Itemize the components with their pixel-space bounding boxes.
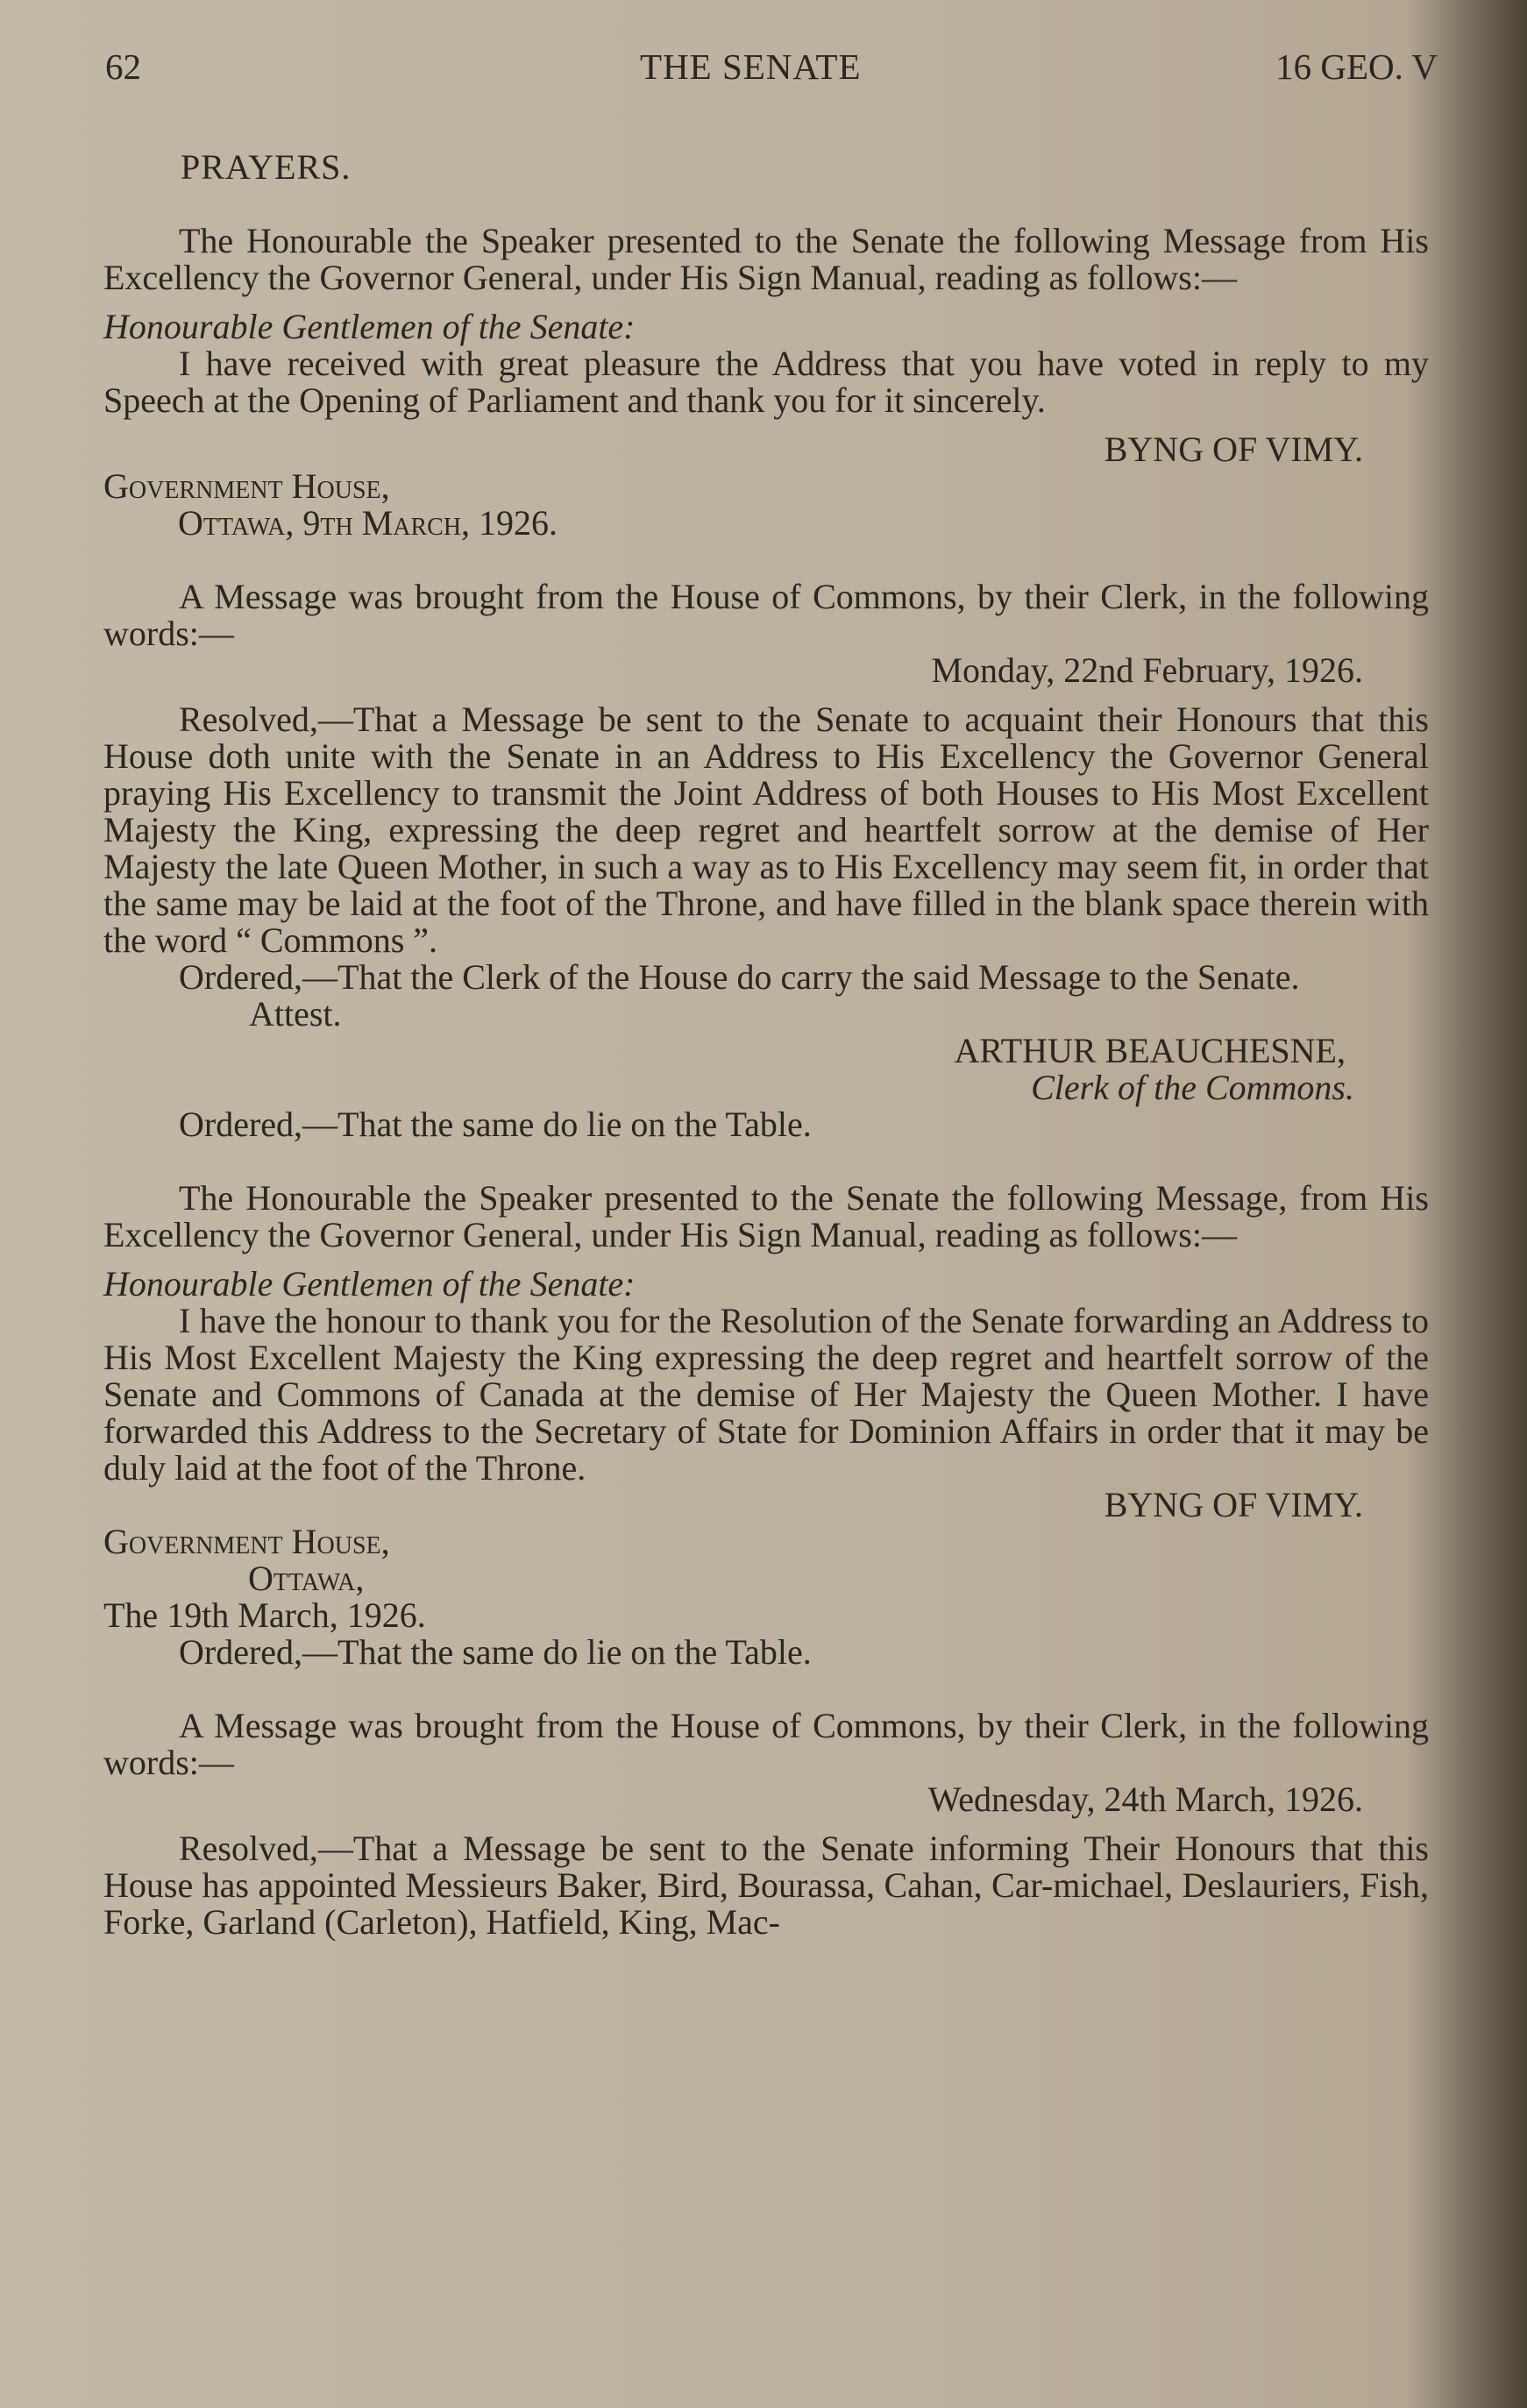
message-3-address-line-3: The 19th March, 1926.: [103, 1595, 426, 1635]
message-2-intro: A Message was brought from the House of Commons, by their Clerk, in the following words:—: [103, 577, 1429, 653]
page-body: [103, 149, 1429, 1941]
message-1-address-line-2: Ottawa, 9th March, 1926.: [178, 503, 558, 543]
message-3-address-line-1: Government House,: [103, 1522, 390, 1561]
message-4-intro: A Message was brought from the House of Commons, by their Clerk, in the following words:—: [103, 1706, 1429, 1782]
page-number: 62: [105, 46, 141, 87]
message-3-text: I have the honour to thank you for the Resolution of the Senate forwarding an Address to His Most Excellent Majesty the King expressing the deep regret and heartfelt sorrow of the Senate and Commons of Canada at the demise of Her Majesty the Queen Mother. I have forwarded this Address to the Secretary of State for Dominion Affairs in order that it may be duly laid at the foot of the Throne.: [103, 1301, 1429, 1488]
message-3-address-line-2: Ottawa,: [248, 1559, 365, 1598]
message-1-signature: BYNG OF VIMY.: [1104, 430, 1363, 469]
message-3-order: Ordered,—That the same do lie on the Table.: [179, 1632, 812, 1672]
message-2-order-1: Ordered,—That the Clerk of the House do carry the said Message to the Senate.: [179, 957, 1300, 997]
message-2-date: Monday, 22nd February, 1926.: [931, 650, 1363, 690]
message-4-resolution: Resolved,—That a Message be sent to the Senate informing Their Honours that this House has appointed Messieurs Baker, Bird, Bourassa, Cahan, Car-michael, Deslauriers, Fish, Forke, Garland (Carleton), Hatfield, King, Mac-: [103, 1829, 1429, 1942]
page-header: [105, 46, 1438, 89]
message-1-salutation: Honourable Gentlemen of the Senate:: [103, 307, 636, 346]
message-4-date: Wednesday, 24th March, 1926.: [927, 1779, 1363, 1819]
message-3-intro: The Honourable the Speaker presented to the Senate the following Message, from His Excellency the Governor General, under His Sign Manual, reading as follows:—: [103, 1178, 1429, 1254]
message-2-order-2: Ordered,—That the same do lie on the Table.: [179, 1105, 812, 1144]
clerk-title: Clerk of the Commons.: [1031, 1068, 1354, 1107]
running-title: THE SENATE: [640, 46, 862, 87]
clerk-name: ARTHUR BEAUCHESNE,: [954, 1031, 1346, 1070]
prayers-heading: PRAYERS.: [181, 147, 352, 187]
message-1-text: I have received with great pleasure the Address that you have voted in reply to my Speech at the Opening of Parliament and thank you for it sincerely.: [103, 344, 1429, 420]
message-3-salutation: Honourable Gentlemen of the Senate:: [103, 1264, 636, 1303]
message-1-address-line-1: Government House,: [103, 466, 390, 506]
message-2-attest: Attest.: [249, 994, 342, 1034]
message-2-resolution: Resolved,—That a Message be sent to the Senate to acquaint their Honours that this House doth unite with the Senate in an Address to His Excellency the Governor General praying His Excellency to transmit the Joint Address of both Houses to His Most Excellent Majesty the King, expressing the deep regret and heartfelt sorrow at the demise of Her Majesty the late Queen Mother, in such a way as to His Excellency may seem fit, in order that the same may be laid at the foot of the Throne, and have filled in the blank space therein with the word “ Commons ”.: [103, 700, 1429, 960]
volume-reference: 16 GEO. V: [1275, 46, 1438, 87]
message-3-signature: BYNG OF VIMY.: [1104, 1485, 1363, 1524]
message-1-intro: The Honourable the Speaker presented to the Senate the following Message from His Excellency the Governor General, under His Sign Manual, reading as follows:—: [103, 221, 1429, 297]
